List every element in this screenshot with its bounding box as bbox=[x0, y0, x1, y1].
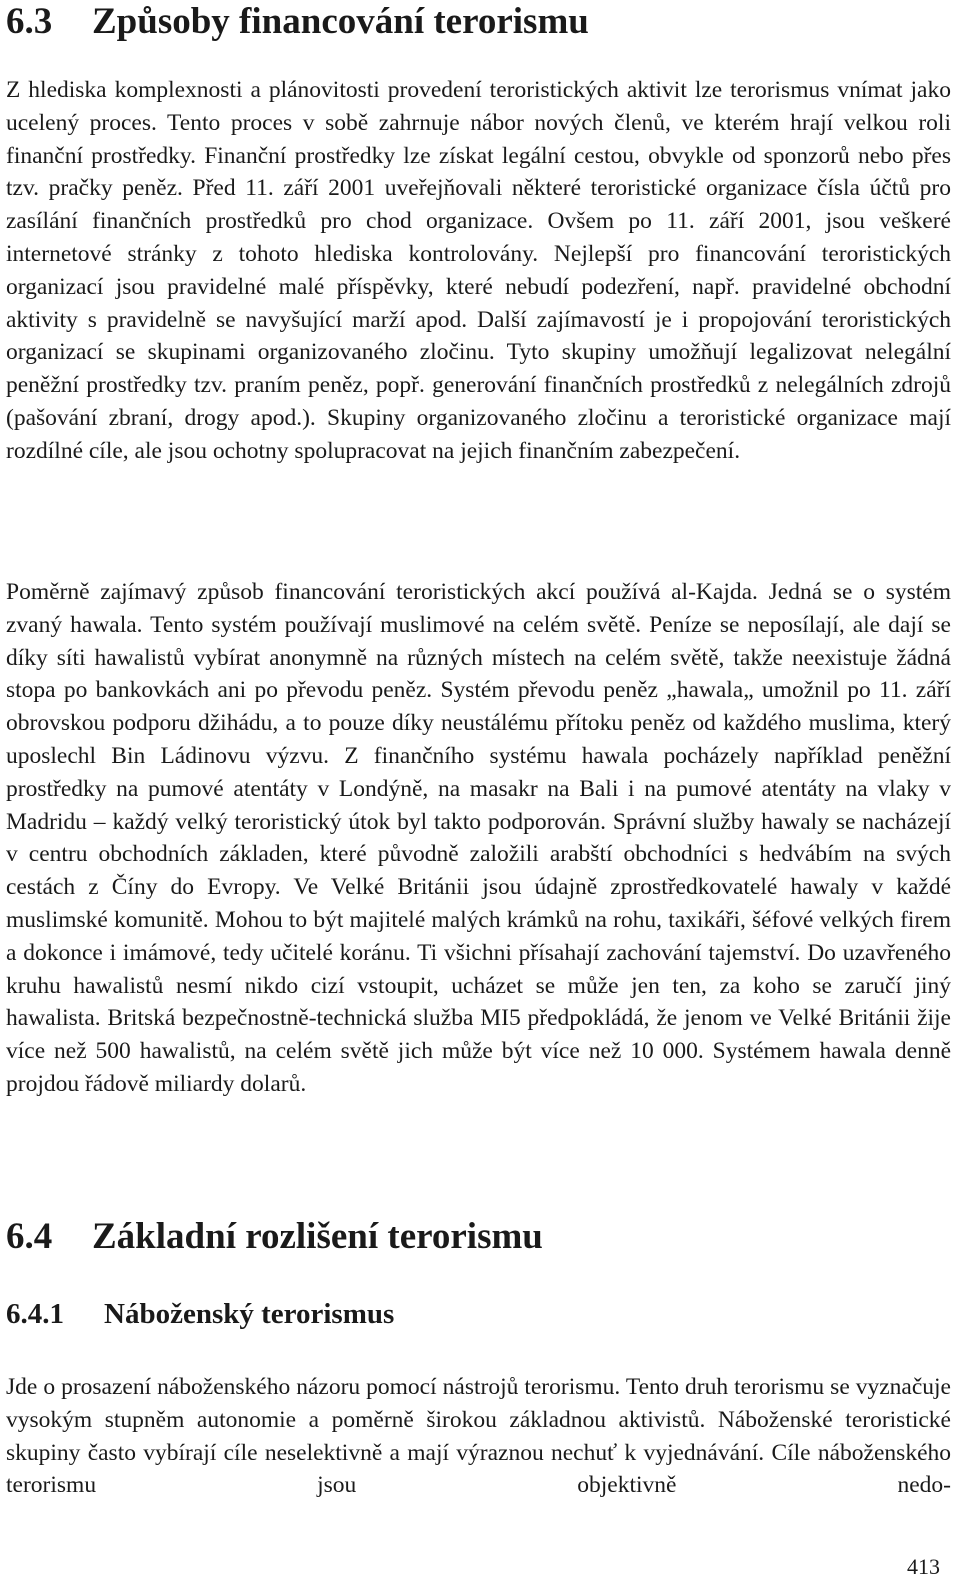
section-heading-6-4 bbox=[6, 1215, 543, 1259]
paragraph-financing-process: Z hlediska komplexnosti a plánovitosti provedení teroristických aktivit lze terorismus vnímat jako ucelený proces. Tento proces v sobě zahrnuje nábor nových členů, ve kterém hrají velkou roli finanční prostředky. Finanční prostředky lze získat legální cestou, obvykle od sponzorů nebo přes tzv. pračky peněz. Před 11. září 2001 uveřejňovali některé teroristické organizace čísla účtů pro zasílání finančních prostředků pro chod organizace. Ovšem po 11. září 2001, jsou veškeré internetové stránky z tohoto hlediska kontrolovány. Nejlepší pro financování teroristických organizací jsou pravidelné malé příspěvky, které nebudí podezření, např. pravidelné obchodní aktivity s pravidelně se navyšující marží apod. Další zajímavostí je i propojování teroristických organizací se skupinami organizovaného zločinu. Tyto skupiny umožňují legalizovat nelegální peněžní prostředky tzv. praním peněz, popř. generování finančních prostředků z nelegálních zdrojů (pašování zbraní, drogy apod.). Skupiny organizovaného zločinu a teroristické organizace mají rozdílné cíle, ale jsou ochotny spolupracovat na jejich finančním zabezpečení. bbox=[6, 77, 951, 464]
subsection-number: 6.4.1 bbox=[6, 1298, 64, 1330]
section-heading-6-3 bbox=[6, 0, 589, 44]
section-number: 6.3 bbox=[6, 1, 53, 42]
paragraph-religious-terrorism: Jde o prosazení náboženského názoru pomocí nástrojů terorismu. Tento druh terorismu se vyznačuje vysokým stupněm autonomie a poměrně širokou základnou aktivistů. Náboženské teroristické skupiny často vybírají cíle neselektivně a mají výraznou nechuť k vyjednávání. Cíle náboženského terorismu jsou objektivně nedo- bbox=[6, 1374, 951, 1499]
section-number: 6.4 bbox=[6, 1216, 53, 1257]
section-title: Základní rozlišení terorismu bbox=[92, 1216, 543, 1257]
page-number: 413 bbox=[907, 1554, 940, 1579]
subsection-title: Náboženský terorismus bbox=[104, 1298, 395, 1330]
paragraph-hawala-system: Poměrně zajímavý způsob financování teroristických akcí používá al-Kajda. Jedná se o systém zvaný hawala. Tento systém používají muslimové na celém světě. Peníze se neposílají, ale dají se díky síti hawalistů vybírat anonymně na různých místech na celém světě, takže neexistuje žádná stopa po bankovkách ani po převodu peněz. Systém převodu peněz „hawala„ umožnil po 11. září obrovskou podporu džihádu, a to pouze díky neustálému přítoku peněz od každého muslima, který uposlechl Bin Ládinovu výzvu. Z finančního systému hawala pocházely například peněžní prostředky na pumové atentáty v Londýně, na masakr na Bali i na pumové atentáty na vlaky v Madridu – každý velký teroristický útok byl takto podporován. Správní služby hawaly se nacházejí v centru obchodních základen, které původně založili arabští obchodníci s hedvábím na svých cestách z Číny do Evropy. Ve Velké Británii jsou údajně zprostředkovatelé hawaly v každé muslimské komunitě. Mohou to být majitelé malých krámků na rohu, taxikáři, šéfové velkých firem a dokonce i imámové, tedy učitelé koránu. Ti všichni přísahají zachování tajemství. Do uzavřeného kruhu hawalistů nesmí nikdo cizí vstoupit, ucházet se může jen ten, za koho se zaručí jiný hawalista. Britská bezpečnostně-technická služba MI5 předpokládá, že jenom ve Velké Británii žije více než 500 hawalistů, na celém světě jich může být více než 10 000. Systémem hawala denně projdou řádově miliardy dolarů. bbox=[6, 579, 951, 1097]
section-title: Způsoby financování terorismu bbox=[92, 1, 589, 42]
subsection-heading-6-4-1 bbox=[6, 1296, 394, 1332]
